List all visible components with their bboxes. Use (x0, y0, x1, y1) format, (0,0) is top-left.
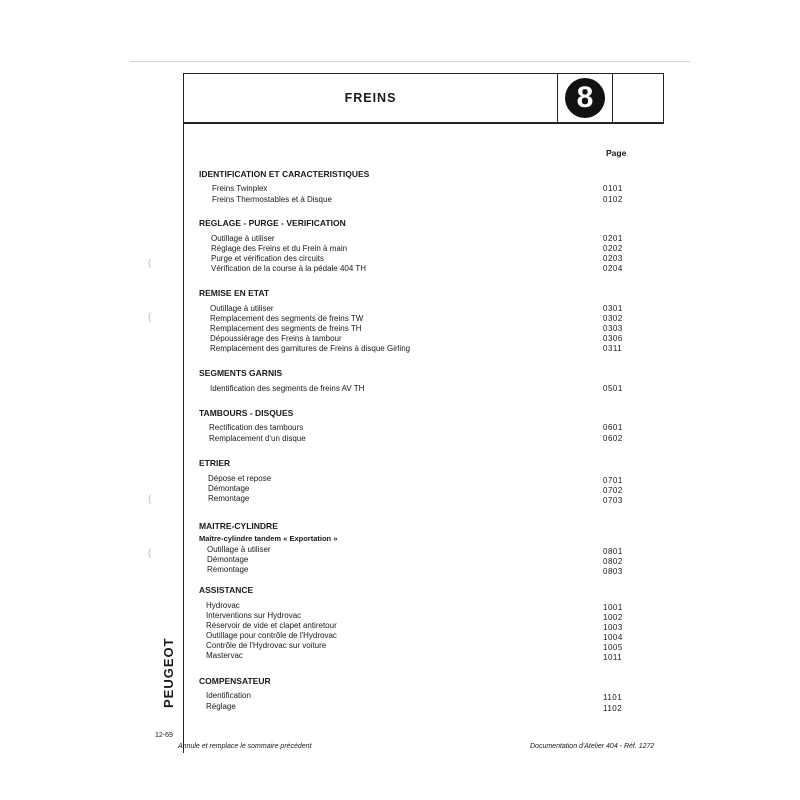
section-title: ETRIER (199, 458, 231, 468)
scan-mark: ( (148, 548, 152, 559)
toc-item-page: 1005 (603, 643, 623, 652)
toc-item-page: 1002 (603, 613, 623, 622)
toc-item-page: 0802 (603, 557, 623, 566)
toc-item-label: Interventions sur Hydrovac (206, 611, 302, 620)
toc-item-page: 0303 (603, 324, 623, 333)
toc-item-page: 1011 (603, 653, 623, 662)
toc-item-page: 0311 (603, 344, 623, 353)
toc-item-label: Remplacement des garnitures de Freins à disque Girling (210, 344, 411, 353)
toc-item-label: Freins Thermostables et à Disque (212, 195, 332, 204)
toc-item-page: 0702 (603, 486, 623, 495)
toc-item-label: Outillage pour contrôle de l'Hydrovac (206, 631, 337, 640)
header-divider-right (612, 74, 613, 123)
toc-item-page: 0602 (603, 434, 623, 443)
footer-reference: Documentation d'Atelier 404 - Réf. 1272 (530, 743, 655, 750)
toc-item-label: Identification des segments de freins AV TH (210, 384, 365, 393)
toc-item-label: Contrôle de l'Hydrovac sur voiture (206, 641, 327, 650)
scan-mark: ( (148, 312, 152, 323)
toc-item-page: 0803 (603, 567, 623, 576)
toc-item-label: Outillage à utiliser (210, 304, 274, 313)
toc-item-page: 1004 (603, 633, 623, 642)
footer-note: Annule et remplace le sommaire précédent (178, 743, 312, 750)
chapter-title: FREINS (344, 91, 397, 105)
scan-mark: ( (148, 494, 152, 505)
toc-item-page: 0306 (603, 334, 623, 343)
section-title: TAMBOURS - DISQUES (199, 408, 294, 418)
toc-item-label: Démontage (207, 555, 249, 564)
section-title: ASSISTANCE (199, 585, 254, 595)
toc-item-page: 1001 (603, 603, 623, 612)
scan-mark: ( (148, 258, 152, 269)
toc-item-label: Dépoussiérage des Freins à tambour (210, 334, 342, 343)
toc-item-label: Démontage (208, 484, 250, 493)
page-column-header: Page (606, 148, 627, 158)
toc-item-page: 1102 (603, 704, 623, 713)
section-title: IDENTIFICATION ET CARACTERISTIQUES (199, 169, 370, 179)
toc-item-label: Rectification des tambours (209, 423, 304, 432)
toc-item-page: 0204 (603, 264, 623, 273)
toc-item-label: Remontage (208, 494, 250, 503)
section-title: SEGMENTS GARNIS (199, 368, 283, 378)
toc-item-label: Remplacement d'un disque (209, 434, 306, 443)
toc-item-page: 0201 (603, 234, 623, 243)
toc-item-page: 1101 (603, 693, 623, 702)
side-brand-text: PEUGEOT (161, 637, 176, 708)
toc-item-page: 0301 (603, 304, 623, 313)
toc-item-label: Hydrovac (206, 601, 240, 610)
toc-item-label: Mastervac (206, 651, 243, 660)
section-title: MAITRE-CYLINDRE (199, 521, 278, 531)
toc-item-label: Remplacement des segments de freins TH (210, 324, 362, 333)
toc-item-page: 0703 (603, 496, 623, 505)
toc-item-page: 0101 (603, 184, 623, 193)
toc-item-label: Réglage (206, 702, 236, 711)
toc-item-label: Purge et vérification des circuits (211, 254, 324, 263)
header-divider (557, 74, 558, 123)
toc-item-label: Remontage (207, 565, 249, 574)
section-title: COMPENSATEUR (199, 676, 271, 686)
section-title: REMISE EN ETAT (199, 288, 270, 298)
toc-item-label: Outillage à utiliser (211, 234, 275, 243)
toc-item-page: 1003 (603, 623, 623, 632)
toc-item-label: Dépose et repose (208, 474, 272, 483)
date-code: 12-69 (155, 732, 173, 739)
toc-item-page: 0102 (603, 195, 623, 204)
toc-item-label: Identification (206, 691, 251, 700)
toc-item-label: Remplacement des segments de freins TW (210, 314, 364, 323)
toc-item-page: 0203 (603, 254, 623, 263)
section-title: REGLAGE - PURGE - VERIFICATION (199, 218, 346, 228)
chapter-header (183, 73, 664, 124)
toc-item-page: 0202 (603, 244, 623, 253)
toc-item-label: Réglage des Freins et du Frein à main (211, 244, 348, 253)
section-subtitle: Maître-cylindre tandem « Exportation » (199, 534, 338, 543)
toc-item-page: 0302 (603, 314, 623, 323)
toc-item-label: Freins Twinplex (212, 184, 268, 193)
toc-item-page: 0701 (603, 476, 623, 485)
toc-item-page: 0801 (603, 547, 623, 556)
toc-item-label: Vérification de la course à la pédale 404 TH (211, 264, 367, 273)
toc-item-page: 0501 (603, 384, 623, 393)
toc-item-page: 0601 (603, 423, 623, 432)
toc-item-label: Réservoir de vide et clapet antiretour (206, 621, 337, 630)
toc-item-label: Outillage à utiliser (207, 545, 271, 554)
top-rule (130, 61, 690, 62)
chapter-number-badge: 8 (565, 78, 605, 118)
